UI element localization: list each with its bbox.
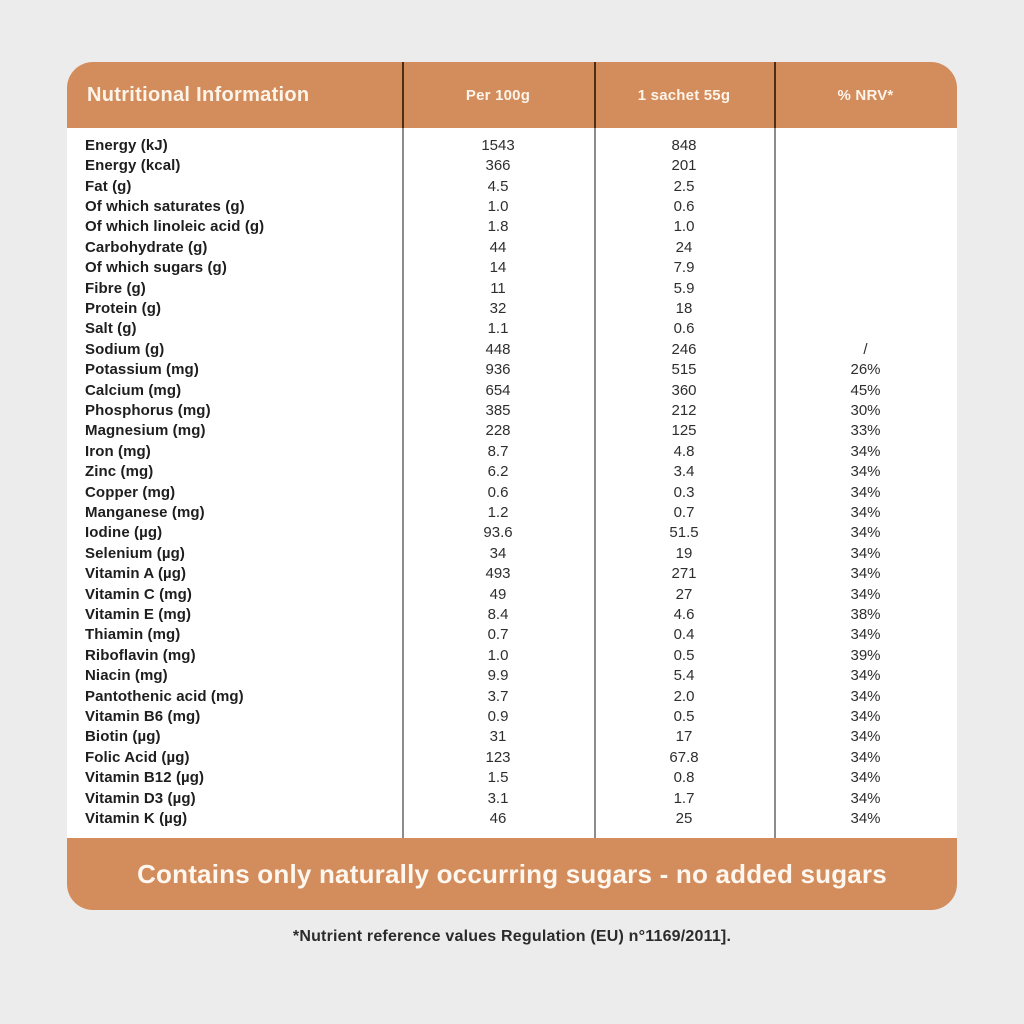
value-per-100g: 1.0: [487, 646, 509, 664]
nutrient-label: Vitamin D3 (µg): [85, 789, 196, 807]
table-row: [67, 747, 957, 767]
table-row: [67, 400, 957, 420]
nutrient-label: Selenium (µg): [85, 544, 185, 562]
value-per-100g: 14: [489, 259, 507, 277]
value-per-sachet: 2.0: [673, 687, 695, 705]
value-per-sachet: 4.8: [673, 442, 695, 460]
table-row: [67, 523, 957, 543]
nutrient-label: Copper (mg): [85, 483, 176, 501]
value-per-100g: 1.0: [487, 197, 509, 215]
table-row: [67, 298, 957, 318]
table-row: [67, 441, 957, 461]
value-per-100g: 1.2: [487, 504, 509, 521]
nutrient-label: Folic Acid (µg): [85, 748, 190, 766]
table-row: [67, 155, 957, 175]
nutrient-label: Biotin (µg): [85, 728, 161, 746]
table-row: [67, 278, 957, 298]
value-per-100g: 46: [489, 810, 507, 828]
nutrient-label: Energy (kcal): [85, 157, 181, 175]
table-row: [67, 727, 957, 747]
nutrient-label: Iodine (µg): [85, 524, 163, 542]
value-nrv: 34%: [850, 442, 881, 460]
value-nrv: 30%: [850, 401, 881, 419]
value-nrv: 34%: [850, 585, 881, 603]
value-per-sachet: 0.6: [673, 197, 695, 215]
value-per-100g: 448: [485, 340, 511, 358]
value-per-sachet: 19: [675, 544, 693, 562]
nutrient-label: Thiamin (mg): [85, 626, 181, 644]
value-per-sachet: 1.7: [673, 789, 695, 807]
value-nrv: 34%: [850, 687, 881, 705]
nutrient-label: Fibre (g): [85, 279, 146, 297]
table-row: [67, 482, 957, 502]
value-per-100g: 493: [485, 565, 511, 583]
table-row: [67, 319, 957, 339]
table-row: [67, 543, 957, 563]
value-per-sachet: 1.0: [673, 218, 695, 236]
value-nrv: 34%: [850, 524, 881, 542]
value-per-sachet: 360: [671, 381, 697, 399]
value-per-sachet: 848: [671, 136, 697, 154]
nutrient-label: Iron (mg): [85, 442, 151, 460]
nutrient-label: Vitamin A (µg): [85, 565, 187, 583]
nutrient-label: Manganese (mg): [85, 504, 205, 521]
nutrient-label: Pantothenic acid (mg): [85, 687, 244, 705]
value-per-sachet: 7.9: [673, 259, 695, 277]
value-per-sachet: 17: [675, 728, 693, 746]
value-per-sachet: 0.8: [673, 769, 695, 787]
table-row: [67, 666, 957, 686]
column-divider-3: [774, 62, 776, 838]
table-row: [67, 625, 957, 645]
value-nrv: 34%: [850, 504, 881, 521]
value-nrv: 34%: [850, 810, 881, 828]
table-row: [67, 217, 957, 237]
nutrient-label: Of which saturates (g): [85, 197, 245, 215]
value-per-sachet: 5.4: [673, 667, 695, 685]
value-per-100g: 3.1: [487, 789, 509, 807]
value-nrv: 34%: [850, 728, 881, 746]
table-row: [67, 768, 957, 788]
value-per-100g: 366: [485, 157, 511, 175]
value-per-sachet: 0.6: [673, 320, 695, 338]
value-per-100g: 11: [490, 279, 506, 297]
value-per-sachet: 67.8: [669, 748, 699, 766]
value-per-100g: 34: [489, 544, 507, 562]
value-per-100g: 1.8: [487, 218, 509, 236]
nutrient-label: Zinc (mg): [85, 463, 154, 481]
table-row: [67, 237, 957, 257]
value-per-100g: 936: [485, 361, 511, 379]
nutrient-label: Carbohydrate (g): [85, 238, 208, 256]
table-row: [67, 706, 957, 726]
table-row: [67, 686, 957, 706]
nutrient-label: Magnesium (mg): [85, 422, 206, 440]
table-body: [67, 128, 957, 838]
value-nrv: 34%: [850, 463, 881, 481]
value-per-sachet: 2.5: [673, 177, 695, 195]
value-per-sachet: 27: [675, 585, 693, 603]
value-nrv: 34%: [850, 565, 881, 583]
value-per-100g: 0.6: [487, 483, 509, 501]
value-nrv: 34%: [850, 667, 881, 685]
value-per-sachet: 0.3: [673, 483, 695, 501]
value-per-sachet: 212: [671, 401, 697, 419]
value-per-100g: 1.1: [487, 320, 509, 338]
column-header-sachet: 1 sachet 55g: [637, 86, 731, 104]
value-per-sachet: 0.5: [673, 708, 695, 726]
value-per-sachet: 246: [671, 340, 697, 358]
value-per-100g: 32: [489, 299, 507, 317]
value-per-sachet: 125: [671, 422, 697, 440]
value-per-100g: 9.9: [487, 667, 509, 685]
value-per-sachet: 201: [671, 157, 697, 175]
value-per-sachet: 5.9: [673, 279, 695, 297]
nutrient-label: Calcium (mg): [85, 381, 182, 399]
value-per-sachet: 0.7: [673, 504, 695, 521]
table-row: [67, 584, 957, 604]
table-row: [67, 359, 957, 379]
nutrient-label: Riboflavin (mg): [85, 646, 196, 664]
value-per-100g: 4.5: [487, 177, 509, 195]
value-per-100g: 228: [485, 422, 511, 440]
value-per-100g: 31: [489, 728, 507, 746]
value-per-sachet: 3.4: [673, 463, 695, 481]
table-header: [67, 62, 957, 128]
table-row: [67, 564, 957, 584]
nutrient-label: Of which sugars (g): [85, 259, 227, 277]
value-nrv: 34%: [850, 483, 881, 501]
value-per-100g: 0.7: [487, 626, 509, 644]
value-nrv: 34%: [850, 748, 881, 766]
value-nrv: 26%: [850, 361, 881, 379]
value-nrv: 34%: [850, 708, 881, 726]
table-row: [67, 502, 957, 522]
column-divider-2: [594, 62, 596, 838]
table-row: [67, 257, 957, 277]
nutrient-label: Sodium (g): [85, 340, 165, 358]
value-nrv: 38%: [850, 606, 881, 624]
value-per-100g: 93.6: [483, 524, 513, 542]
no-added-sugars-banner: Contains only naturally occurring sugars - no added sugars: [67, 838, 957, 910]
table-row: [67, 135, 957, 155]
nutrient-label: Energy (kJ): [85, 136, 168, 154]
value-per-sachet: 271: [671, 565, 697, 583]
table-row: [67, 176, 957, 196]
nutrition-facts-card: [67, 62, 957, 910]
nutrient-label: Vitamin B12 (µg): [85, 769, 205, 787]
value-per-100g: 8.4: [487, 606, 509, 624]
value-per-sachet: 18: [675, 299, 693, 317]
value-per-100g: 1543: [481, 136, 515, 154]
nutrient-label: Vitamin K (µg): [85, 810, 188, 828]
nutrient-label: Of which linoleic acid (g): [85, 218, 265, 236]
value-per-100g: 1.5: [487, 769, 509, 787]
value-per-sachet: 51.5: [669, 524, 699, 542]
table-row: [67, 380, 957, 400]
value-per-100g: 654: [485, 381, 511, 399]
value-nrv: 34%: [850, 626, 881, 644]
nutrient-label: Vitamin E (mg): [85, 606, 192, 624]
value-nrv: 34%: [850, 544, 881, 562]
nutrient-label: Niacin (mg): [85, 667, 168, 685]
table-row: [67, 339, 957, 359]
value-per-100g: 8.7: [487, 442, 509, 460]
table-row: [67, 421, 957, 441]
nutrient-label: Protein (g): [85, 299, 162, 317]
value-nrv: 45%: [850, 381, 881, 399]
column-divider-1: [402, 62, 404, 838]
nutrient-label: Vitamin B6 (mg): [85, 708, 201, 726]
nutrient-label: Phosphorus (mg): [85, 401, 211, 419]
column-header-nrv: % NRV*: [837, 86, 894, 104]
table-row: [67, 645, 957, 665]
value-per-sachet: 0.5: [673, 646, 695, 664]
value-per-sachet: 4.6: [673, 606, 695, 624]
table-row: [67, 788, 957, 808]
value-nrv: 34%: [850, 769, 881, 787]
nutrient-label: Fat (g): [85, 177, 132, 195]
nutrient-label: Vitamin C (mg): [85, 585, 192, 603]
value-per-100g: 3.7: [487, 687, 509, 705]
table-row: [67, 196, 957, 216]
value-nrv: 33%: [850, 422, 881, 440]
value-nrv: /: [863, 340, 868, 358]
value-per-100g: 44: [489, 238, 507, 256]
value-per-sachet: 515: [671, 361, 697, 379]
value-per-sachet: 0.4: [673, 626, 695, 644]
value-per-100g: 123: [485, 748, 511, 766]
table-row: [67, 604, 957, 624]
value-per-sachet: 25: [675, 810, 693, 828]
value-nrv: 39%: [850, 646, 881, 664]
column-header-per-100g: Per 100g: [465, 86, 531, 104]
value-per-sachet: 24: [675, 238, 693, 256]
value-per-100g: 6.2: [487, 463, 509, 481]
value-per-100g: 49: [489, 585, 507, 603]
table-row: [67, 462, 957, 482]
nutrient-label: Potassium (mg): [85, 361, 199, 379]
nrv-footnote: *Nutrient reference values Regulation (EU) n°1169/2011].: [292, 928, 732, 945]
nutrient-label: Salt (g): [85, 320, 137, 338]
value-per-100g: 385: [485, 401, 511, 419]
table-row: [67, 808, 957, 828]
value-per-100g: 0.9: [487, 708, 509, 726]
table-title: Nutritional Information: [87, 83, 310, 106]
value-nrv: 34%: [850, 789, 881, 807]
